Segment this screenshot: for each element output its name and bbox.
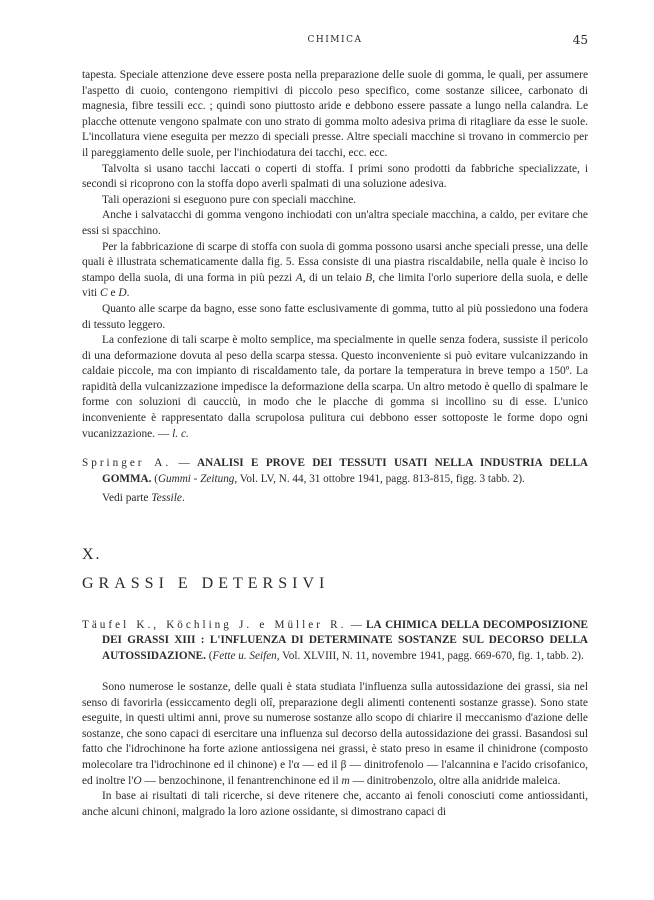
journal-name: Gummi - Zeitung xyxy=(157,472,235,485)
running-header xyxy=(82,35,588,51)
running-title: CHIMICA xyxy=(307,35,363,45)
reference-author: Springer A. xyxy=(82,457,172,470)
journal-name: Fette u. Seifen xyxy=(212,649,277,662)
paragraph: Talvolta si usano tacchi laccati o coperti di stoffa. I primi sono prodotti da fabbriche specializzate, i secondi si ricoprono con la stoffa dopo averli spalmati di una soluzione adesiva. xyxy=(82,162,588,191)
reference-title: LA CHIMICA DELLA DECOMPOSIZIONE DEI GRASSI XIII : L'INFLUENZA DI DETERMINATE SOSTANZE SUL DECORSO DELLA AUTOSSIDAZIONE. xyxy=(102,618,589,662)
paragraph: Anche i salvatacchi di gomma vengono inchiodati con un'altra speciale macchina, a caldo, per evitare che essi si spacchino. xyxy=(82,209,588,237)
section-number: X. xyxy=(82,545,102,563)
paragraph: Tali operazioni si eseguono pure con speciali macchine. xyxy=(102,193,357,206)
paragraph: Per la fabbricazione di scarpe di stoffa con suola di gomma possono usarsi anche speciali presse, una delle quali è illustrata schematicamente dalla fig. 5. Essa consiste di una piastra riscaldabile, nella quale è inciso lo stampo della suola, di una forma in più pezzi A, di un telaio B, che limita l'orlo superiore della suola, e delle viti C e D. xyxy=(82,240,588,300)
paragraph: Sono numerose le sostanze, delle quali è stata studiata l'influenza sulla autossidazione dei grassi, sia nel senso di favorirla (essiccamento degli olî, preparazione degli alimenti contenenti sostanze grasse). Sono state eseguite, in questi ultimi anni, prove su numerose sostanze allo scopo di chiarire il meccanismo d'azione delle sostanze, che sono capaci di esercitare una influenza sul decorso della autossidazione dei grassi. Basandosi sul fatto che l'idrochinone ha forte azione antiossigena nei grassi, è stato preso in esame il chinidrone (composto molecolare tra l'idrochinone ed il chinone) e l'α — ed il β — dinitrofenolo — l'alcannina e l'acido crisofanico, ed inoltre l'O — benzochinone, il fenantrenchinone ed il m — dinitrobenzolo, oltre alla anidride maleica. xyxy=(82,681,588,787)
bibliographic-reference: Täufel K., Köchling J. e Müller R. — LA CHIMICA DELLA DECOMPOSIZIONE DEI GRASSI XIII : L'INFLUENZA DI DETERMINATE SOSTANZE SUL DECORSO DELLA AUTOSSIDAZIONE. (Fette u. Seifen, Vol. XLVIII, N. 11, novembre 1941, pagg. 669-670, fig. 1, tabb. 2). xyxy=(82,618,589,662)
paragraph: La confezione di tali scarpe è molto semplice, ma specialmente in quelle senza fodera, sussiste il pericolo di una deformazione dovuta al peso della scarpa stessa. Questo inconveniente si può evitare vulcanizzando in caldaie piccole, ma con impianto di riscaldamento tale, da portare la temperatura in breve tempo a 150º. La rapidità della vulcanizzazione impedisce la deformazione della scarpa. Un altro metodo è quello di spalmare le forme con soluzioni di caucciù, in modo che le placche di gomma si incollino su di esse. L'unico inconveniente è rappresentato dalla scrupolosa pulitura cui debbono esser sottoposte le forme dopo ogni vucanizzazione. — l. c. xyxy=(82,334,588,440)
reference-author: Täufel K., Köchling J. e Müller R. xyxy=(82,618,347,631)
reference-title: ANALISI E PROVE DEI TESSUTI USATI NELLA INDUSTRIA DELLA GOMMA. xyxy=(102,457,589,485)
paragraph: In base ai risultati di tali ricerche, si deve ritenere che, accanto ai fenoli conosciuti come antiossidanti, anche alcuni chinoni, malgrado la loro azione ossidante, si dimostrano capaci di xyxy=(82,790,588,818)
page-number: 45 xyxy=(572,33,588,47)
bibliographic-reference: Springer A. — ANALISI E PROVE DEI TESSUTI USATI NELLA INDUSTRIA DELLA GOMMA. (Gummi - Zeitung, Vol. LV, N. 44, 31 ottobre 1941, pagg. 813-815, figg. 3 tabb. 2). xyxy=(82,457,589,485)
page-body xyxy=(82,68,588,820)
section-title: GRASSI E DETERSIVI xyxy=(82,575,330,593)
paragraph: Quanto alle scarpe da bagno, esse sono fatte esclusivamente di gomma, tutto al più possiedono una fodera di tessuto leggero. xyxy=(82,302,588,331)
paragraph: tapesta. Speciale attenzione deve essere posta nella preparazione delle suole di gomma, le quali, per assumere l'aspetto di cuoio, contengono riempitivi di piccolo peso specifico, come sostanze silicee, carbonato di magnesia, fibre tessili ecc. ; quindi sono piuttosto aride e debbono essere passate a lungo nella calandra. Le placche ottenute vengono spalmate con uno strato di gomma molto adesiva prima di ritagliare da esse le suole. L'incollatura viene eseguita per mezzo di speciali presse. Altre speciali macchine si trovano in commercio per il pareggiamento delle suole, per l'inchiodatura dei tacchi, ecc. ecc. xyxy=(82,69,588,159)
see-also-note: Vedi parte Tessile. xyxy=(102,492,185,505)
